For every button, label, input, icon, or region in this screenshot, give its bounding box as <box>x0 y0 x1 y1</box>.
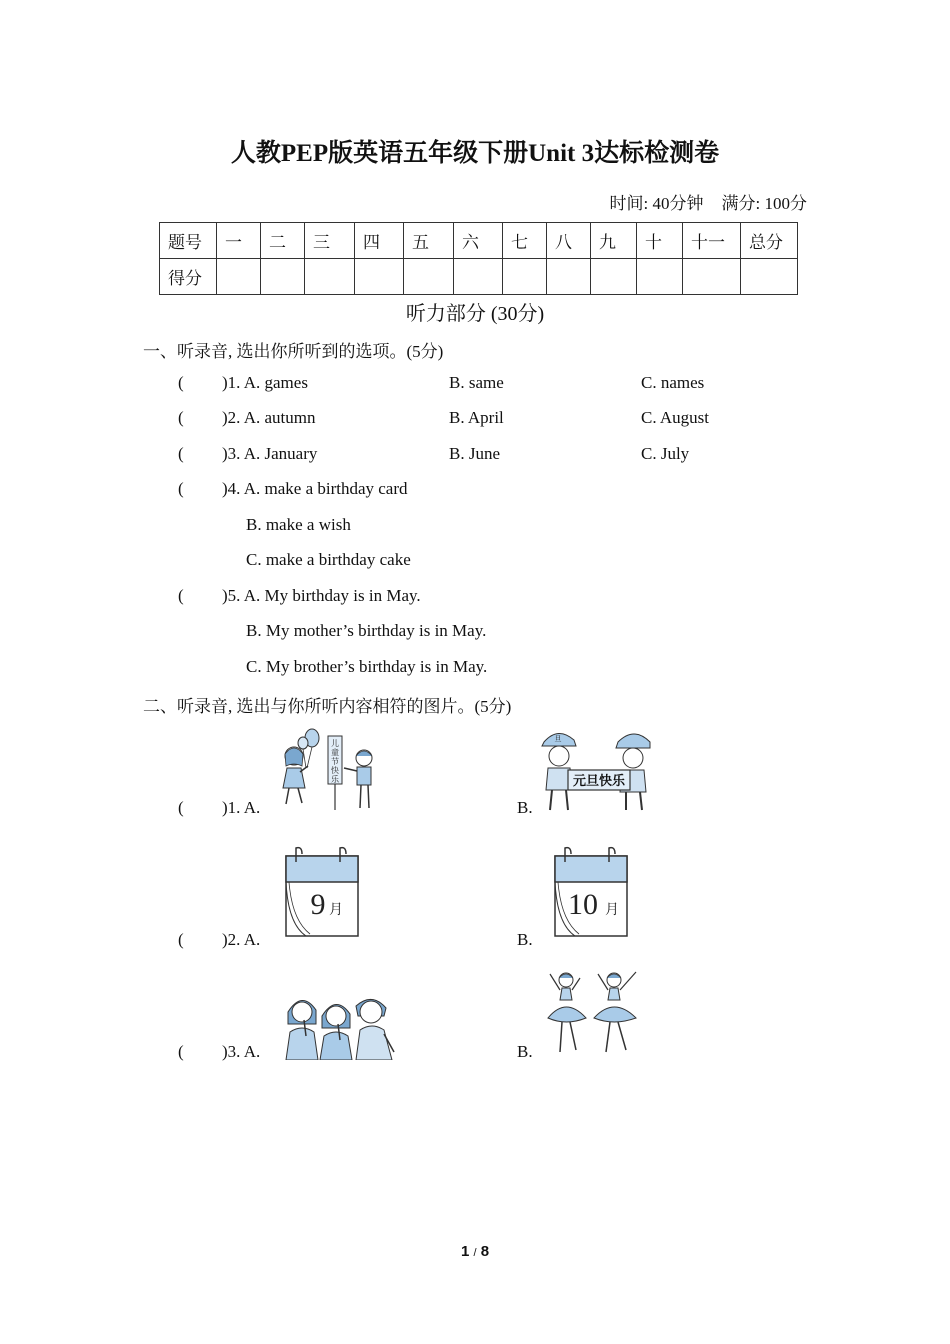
option-c: C. My brother’s birthday is in May. <box>246 657 488 676</box>
header-cell: 总分 <box>741 223 798 259</box>
header-cell: 十 <box>637 223 683 259</box>
option-b-label: B. <box>517 1042 533 1061</box>
calendar-number: 10 <box>568 888 598 921</box>
exam-meta <box>610 189 807 214</box>
score-cell[interactable] <box>261 259 305 295</box>
answer-paren[interactable]: ( <box>178 1042 184 1061</box>
answer-paren[interactable]: ( <box>178 930 184 949</box>
option-c: C. August <box>641 408 710 427</box>
option-b: B. same <box>449 373 504 392</box>
option-a-label: )3. A. <box>222 1042 261 1061</box>
score-cell[interactable] <box>637 259 683 295</box>
header-cell: 一 <box>217 223 261 259</box>
header-cell: 六 <box>454 223 503 259</box>
option-b-label: B. <box>517 798 533 817</box>
calendar-number: 9 <box>310 888 326 921</box>
calendar-unit: 月 <box>329 903 343 918</box>
calendar-unit: 月 <box>605 903 619 918</box>
total-pages: 8 <box>480 1243 490 1260</box>
answer-paren[interactable]: ( <box>178 373 184 392</box>
singing-children-picture <box>282 990 398 1060</box>
option-c: C. make a birthday cake <box>246 550 411 569</box>
answer-paren[interactable]: ( <box>178 586 184 605</box>
score-cell[interactable] <box>683 259 741 295</box>
option-a: )3. A. January <box>222 444 318 463</box>
answer-paren[interactable]: ( <box>178 444 184 463</box>
header-cell: 九 <box>591 223 637 259</box>
score-cell[interactable] <box>741 259 798 295</box>
sign-char: 快 <box>331 766 339 775</box>
answer-paren[interactable]: ( <box>178 798 184 817</box>
option-a: )1. A. games <box>222 373 308 392</box>
option-a: )2. A. autumn <box>222 408 316 427</box>
header-cell: 题号 <box>160 223 217 259</box>
header-cell: 四 <box>355 223 404 259</box>
option-b: B. June <box>449 444 500 463</box>
option-c: C. names <box>641 373 705 392</box>
option-b: B. April <box>449 408 504 427</box>
time-limit: 时间: 40分钟 <box>609 194 704 213</box>
listening-section-title: 听力部分 (30分) <box>405 303 545 325</box>
score-cell[interactable] <box>503 259 547 295</box>
score-cell[interactable] <box>355 259 404 295</box>
score-table-header-row <box>160 223 798 259</box>
cap-char: 旦 <box>554 735 562 743</box>
current-page: 1 <box>460 1243 470 1260</box>
new-year-picture <box>540 728 654 814</box>
page-separator: / <box>473 1247 477 1259</box>
document-title: 人教PEP版英语五年级下册Unit 3达标检测卷 <box>230 140 720 167</box>
score-cell[interactable] <box>454 259 503 295</box>
childrens-day-picture <box>272 726 388 814</box>
header-cell: 十一 <box>683 223 741 259</box>
option-a: )4. A. make a birthday card <box>222 479 408 498</box>
answer-paren[interactable]: ( <box>178 408 184 427</box>
option-b-label: B. <box>517 930 533 949</box>
header-cell: 二 <box>261 223 305 259</box>
option-c: C. July <box>641 444 690 463</box>
header-cell: 三 <box>305 223 355 259</box>
option-b: B. My mother’s birthday is in May. <box>246 621 487 640</box>
dancing-girls-picture <box>546 966 646 1058</box>
calendar-september-picture <box>280 846 364 940</box>
score-cell[interactable] <box>404 259 454 295</box>
option-b: B. make a wish <box>246 515 351 534</box>
page-number <box>0 1243 950 1260</box>
answer-paren[interactable]: ( <box>178 479 184 498</box>
score-cell[interactable] <box>591 259 637 295</box>
score-table-score-row <box>160 259 798 295</box>
full-marks: 满分: 100分 <box>721 194 807 213</box>
score-cell[interactable] <box>547 259 591 295</box>
score-cell[interactable] <box>217 259 261 295</box>
score-table <box>159 222 798 295</box>
banner-text: 元旦快乐 <box>572 773 626 788</box>
sign-char: 乐 <box>331 775 339 784</box>
part1-heading: 一、听录音, 选出你所听到的选项。(5分) <box>143 342 444 361</box>
calendar-october-picture <box>549 846 633 940</box>
header-cell: 七 <box>503 223 547 259</box>
option-a-label: )1. A. <box>222 798 261 817</box>
row-label: 得分 <box>160 259 217 295</box>
header-cell: 五 <box>404 223 454 259</box>
option-a-label: )2. A. <box>222 930 261 949</box>
sign-char: 节 <box>331 757 339 766</box>
sign-char: 儿 <box>331 739 339 748</box>
score-cell[interactable] <box>305 259 355 295</box>
part2-heading: 二、听录音, 选出与你所听内容相符的图片。(5分) <box>143 697 512 716</box>
option-a: )5. A. My birthday is in May. <box>222 586 421 605</box>
header-cell: 八 <box>547 223 591 259</box>
sign-char: 童 <box>331 748 339 757</box>
